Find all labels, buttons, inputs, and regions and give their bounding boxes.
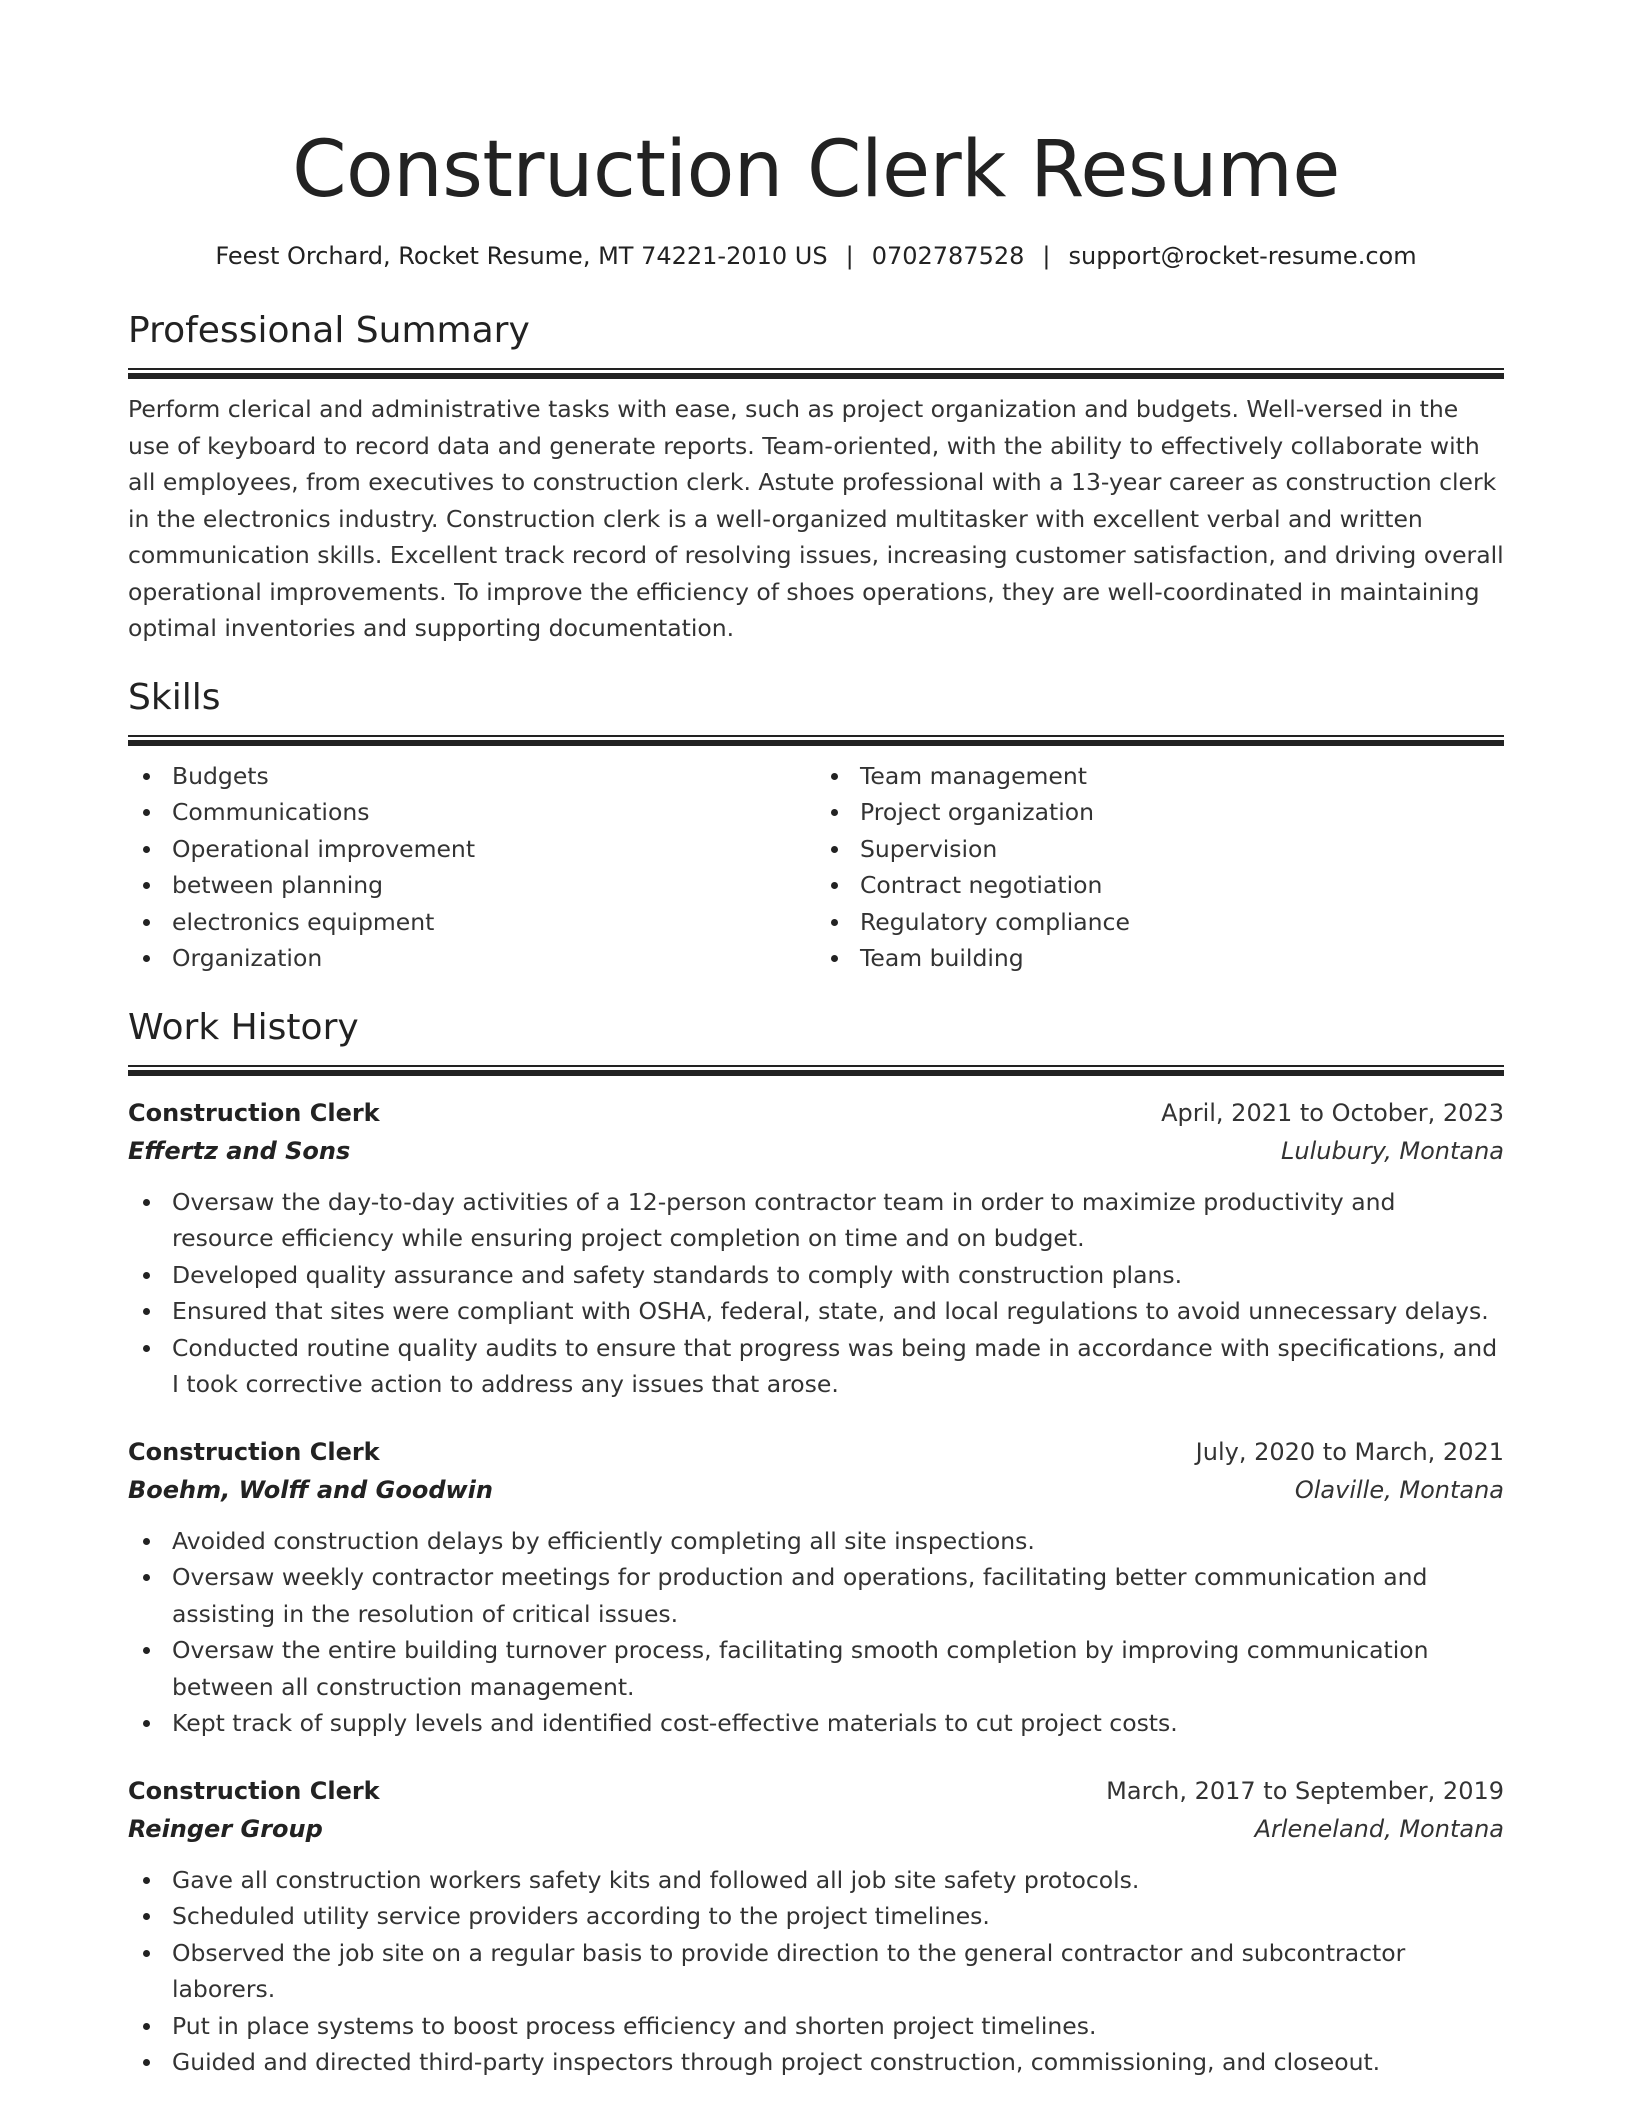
summary-section [128, 308, 1504, 647]
job-bullet: Gave all construction workers safety kits and followed all job site safety protocols. [128, 1862, 1504, 1899]
skill-item: Regulatory compliance [816, 904, 1504, 941]
contact-separator: | [845, 242, 854, 270]
skills-column-left [128, 758, 816, 977]
skills-list [128, 758, 1504, 977]
job-header [128, 1772, 1504, 1810]
work-heading: Work History [128, 1006, 359, 1048]
job-bullet: Kept track of supply levels and identified cost-effective materials to cut project costs. [128, 1705, 1504, 1742]
skill-item: Organization [128, 940, 816, 977]
job-bullet: Conducted routine quality audits to ensure that progress was being made in accordance with specifications, and I took corrective action to address any issues that arose. [128, 1330, 1504, 1403]
job-company: Reinger Group [128, 1814, 323, 1843]
contact-address: Feest Orchard, Rocket Resume, MT 74221-2010 US [215, 242, 828, 270]
skill-item: between planning [128, 867, 816, 904]
summary-heading: Professional Summary [128, 310, 530, 351]
skill-item: Project organization [816, 794, 1504, 831]
section-divider [128, 735, 1504, 746]
job-bullet: Scheduled utility service providers according to the project timelines. [128, 1898, 1504, 1935]
job-subheader [128, 1132, 1504, 1170]
job-bullets [128, 1523, 1504, 1742]
skill-item: Communications [128, 794, 816, 831]
job-bullet: Oversaw weekly contractor meetings for production and operations, facilitating better communication and assisting in the resolution of critical issues. [128, 1559, 1504, 1632]
job-bullets [128, 1862, 1504, 2081]
job-company: Boehm, Wolff and Goodwin [128, 1475, 493, 1504]
skill-item: electronics equipment [128, 904, 816, 941]
contact-phone: 0702787528 [871, 242, 1025, 270]
job-subheader [128, 1810, 1504, 1848]
job-bullet: Oversaw the entire building turnover process, facilitating smooth completion by improving communication between all construction management. [128, 1632, 1504, 1705]
skills-section [128, 675, 1504, 977]
skill-item: Operational improvement [128, 831, 816, 868]
job-location: Arleneland, Montana [1254, 1814, 1504, 1843]
job-bullet: Oversaw the day-to-day activities of a 12-person contractor team in order to maximize productivity and resource efficiency while ensuring project completion on time and on budget. [128, 1184, 1504, 1257]
skill-item: Supervision [816, 831, 1504, 868]
job-title: Construction Clerk [128, 1437, 380, 1466]
job-bullet: Observed the job site on a regular basis to provide direction to the general contractor and subcontractor laborers. [128, 1935, 1504, 2008]
job-bullet: Put in place systems to boost process efficiency and shorten project timelines. [128, 2008, 1504, 2045]
job-title: Construction Clerk [128, 1776, 380, 1805]
work-section [128, 1005, 1504, 2081]
skill-item: Contract negotiation [816, 867, 1504, 904]
job-dates: March, 2017 to September, 2019 [1106, 1776, 1504, 1805]
job-entry [128, 1772, 1504, 2081]
job-title: Construction Clerk [128, 1098, 380, 1127]
job-header [128, 1094, 1504, 1132]
resume-title: Construction Clerk Resume [292, 125, 1340, 215]
section-divider [128, 1065, 1504, 1076]
job-bullet: Guided and directed third-party inspectors through project construction, commissioning, and closeout. [128, 2044, 1504, 2081]
skill-item: Team building [816, 940, 1504, 977]
contact-email: support@rocket-resume.com [1068, 242, 1417, 270]
skills-column-right [816, 758, 1504, 977]
contact-line [128, 240, 1504, 272]
job-entry [128, 1433, 1504, 1742]
job-subheader [128, 1471, 1504, 1509]
skill-item: Budgets [128, 758, 816, 795]
skills-heading: Skills [128, 676, 221, 718]
job-bullet: Avoided construction delays by efficiently completing all site inspections. [128, 1523, 1504, 1560]
job-dates: July, 2020 to March, 2021 [1195, 1437, 1504, 1466]
job-location: Lulubury, Montana [1280, 1136, 1504, 1165]
skill-item: Team management [816, 758, 1504, 795]
contact-separator: | [1042, 242, 1051, 270]
job-bullets [128, 1184, 1504, 1403]
job-bullet: Developed quality assurance and safety standards to comply with construction plans. [128, 1257, 1504, 1294]
job-dates: April, 2021 to October, 2023 [1161, 1098, 1504, 1127]
job-location: Olaville, Montana [1294, 1475, 1504, 1504]
job-bullet: Ensured that sites were compliant with OSHA, federal, state, and local regulations to avoid unnecessary delays. [128, 1293, 1504, 1330]
job-entry [128, 1094, 1504, 1403]
summary-text: Perform clerical and administrative tasks with ease, such as project organization and budgets. Well-versed in the use of keyboard to record data and generate reports. Team-oriented, with the ability to effectively collaborate with all employees, from executives to construction clerk. Astute professional with a 13-year career as construction clerk in the electronics industry. Construction clerk is a well-organized multitasker with excellent verbal and written communication skills. Excellent track record of resolving issues, increasing customer satisfaction, and driving overall operational improvements. To improve the efficiency of shoes operations, they are well-coordinated in maintaining optimal inventories and supporting documentation. [128, 395, 1504, 642]
section-divider [128, 368, 1504, 379]
job-company: Effertz and Sons [128, 1136, 351, 1165]
job-header [128, 1433, 1504, 1471]
